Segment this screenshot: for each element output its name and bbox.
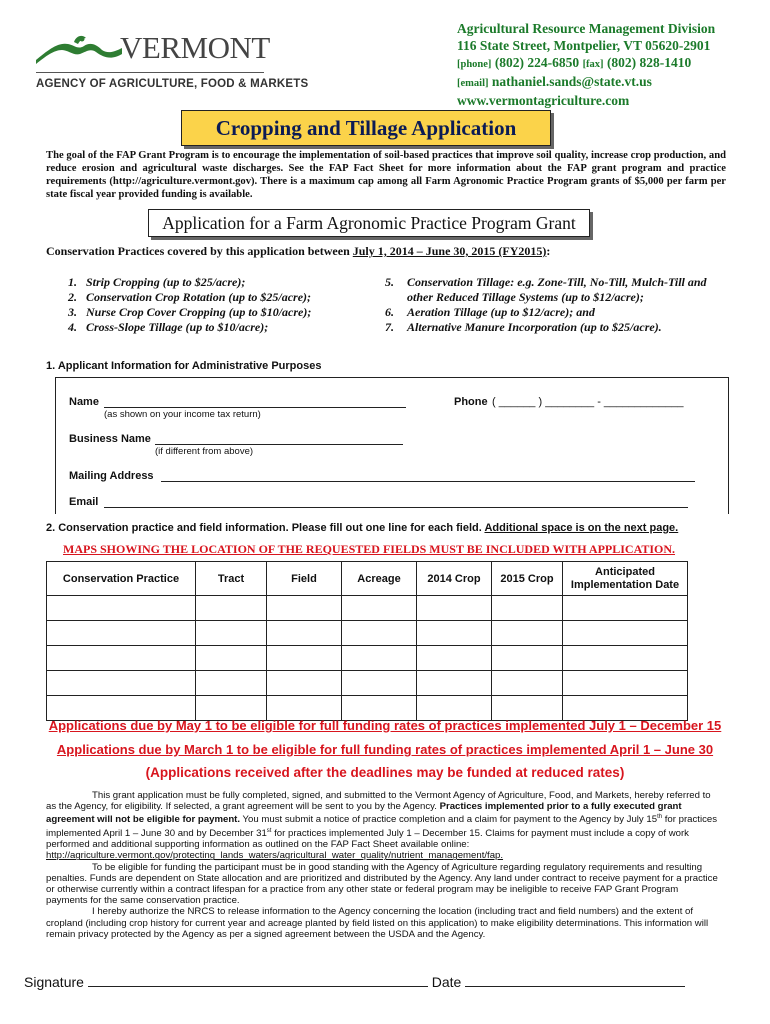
table-cell[interactable] [196,596,267,621]
table-cell[interactable] [47,621,196,646]
practice-list-left [68,275,311,335]
table-cell[interactable] [492,696,563,721]
vermont-wordmark: VERMONT [120,30,270,65]
contact-block [457,20,715,109]
table-cell[interactable] [417,621,492,646]
terms-paragraph-3: I hereby authorize the NRCS to release information to the Agency concerning the location (including tract and field numbers) and the extent of cropland (including crop history for current year and acreage planted by field listed on this application) to make eligibility determinations. This information will remain privacy protected by the Agency as per a signed agreement between the USDA and the Agency. [46,906,709,940]
table-cell[interactable] [267,621,342,646]
table-cell[interactable] [417,671,492,696]
maps-notice: MAPS SHOWING THE LOCATION OF THE REQUESTED FIELDS MUST BE INCLUDED WITH APPLICATION. [63,542,676,556]
list-item: 4. Cross-Slope Tillage (up to $10/acre); [68,320,269,334]
column-header: 2014 Crop [417,562,492,596]
vermont-landscape-icon [34,32,124,66]
vermont-agency-logo [34,28,309,100]
table-cell[interactable] [417,696,492,721]
coverage-prefix: Conservation Practices covered by this application between [46,244,353,258]
list-item: 1. Strip Cropping (up to $25/acre); [68,275,246,289]
email-field[interactable] [104,507,688,508]
signature-field[interactable] [88,974,428,987]
coverage-period: July 1, 2014 – June 30, 2015 (FY2015) [352,244,547,258]
table-row [47,621,688,646]
website-link[interactable]: www.vermontagriculture.com [457,93,630,108]
signature-line [24,974,685,990]
application-subtitle: Application for a Farm Agronomic Practice Program Grant [148,209,590,237]
logo-divider [36,72,264,73]
table-cell[interactable] [492,621,563,646]
table-row [47,696,688,721]
table-cell[interactable] [47,596,196,621]
date-field[interactable] [465,974,685,987]
column-header: Field [267,562,342,596]
mailing-address-field[interactable] [161,481,695,482]
phone-number: (802) 224-6850 [494,55,580,70]
deadline-may: Applications due by May 1 to be eligible for full funding rates of practices implemented July 1 – December 15 [48,718,722,733]
name-label: Name [69,396,99,408]
terms-paragraph-2: To be eligible for funding the participant must be in good standing with the Agency of Agriculture regarding regulatory requirements and resulting penalties. Funds are dependent on State allocation and are prioritized and distributed by the Agency. Any land under contract to receive payment for a practice or otherwise currently within a contract lifespan for a practice from any other state or federal program may be ineligible to receive FAP Grant Program payments for the same conservation practice. [46,861,718,907]
table-cell[interactable] [47,646,196,671]
table-cell[interactable] [267,596,342,621]
deadline-late-note: (Applications received after the deadlines may be funded at reduced rates) [145,765,625,780]
deadline-march: Applications due by March 1 to be eligible for full funding rates of practices implemented April 1 – June 30 [56,742,714,757]
email-tag: [email] [457,78,489,89]
agency-name: AGENCY OF AGRICULTURE, FOOD & MARKETS [36,78,309,90]
coverage-suffix: : [546,244,551,258]
table-cell[interactable] [492,671,563,696]
table-header-row [47,562,688,596]
fax-number: (802) 828-1410 [606,55,692,70]
division-name: Agricultural Resource Management Division [457,21,716,36]
address: 116 State Street, Montpelier, VT 05620-2901 [457,38,711,53]
email-label: Email [69,496,99,508]
table-row [47,596,688,621]
email-address[interactable]: nathaniel.sands@state.vt.us [491,74,652,89]
column-header: Acreage [342,562,417,596]
business-name-label: Business Name [69,433,151,445]
practice-table [46,561,688,721]
list-item: 5. Conservation Tillage: e.g. Zone-Till, No-Till, Mulch-Till and [385,275,707,289]
table-cell[interactable] [267,671,342,696]
list-item: 7. Alternative Manure Incorporation (up to $25/acre). [385,320,662,334]
table-cell[interactable] [563,621,688,646]
phone-label: Phone [454,396,488,408]
table-cell[interactable] [492,596,563,621]
phone-fax-line [457,54,715,73]
intro-paragraph: The goal of the FAP Grant Program is to encourage the implementation of soil-based practices that improve soil quality, increase crop production, and reduce erosion and agricultural waste discharges. See the FAP Fact Sheet for more information about the FAP grant program and practice requirements (http://agriculture.vermont.gov). There is a maximum cap among all Farm Agronomic Practice Program grants of $5,000 per farm per state fiscal year provided funding is available. [46,150,726,200]
additional-space-note: Additional space is on the next page. [484,522,679,534]
coverage-statement [46,244,550,259]
table-cell[interactable] [47,671,196,696]
fap-fact-sheet-link[interactable]: http://agriculture.vermont.gov/protecting_lands_waters/agricultural_water_quality/nutrient_management/fap. [46,850,504,862]
table-cell[interactable] [417,646,492,671]
table-cell[interactable] [342,596,417,621]
section1-heading: 1. Applicant Information for Administrative Purposes [46,360,322,372]
column-header: 2015 Crop [492,562,563,596]
list-item: other Reduced Tillage Systems (up to $12/acre); [407,290,644,304]
terms-text [46,790,722,940]
signature-label: Signature [24,974,84,990]
phone-tag: [phone] [457,59,492,70]
phone-field[interactable]: ( ______ ) ________ - _____________ [492,396,684,408]
business-name-hint: (if different from above) [155,446,254,457]
name-field[interactable] [104,407,406,408]
list-item: 2. Conservation Crop Rotation (up to $25/acre); [68,290,312,304]
table-cell[interactable] [196,696,267,721]
page-title: Cropping and Tillage Application [181,110,551,146]
mailing-address-label: Mailing Address [69,470,154,482]
table-cell[interactable] [563,596,688,621]
email-line [457,73,715,92]
table-cell[interactable] [563,696,688,721]
table-cell[interactable] [47,696,196,721]
table-cell[interactable] [196,621,267,646]
fax-tag: [fax] [582,59,604,70]
table-cell[interactable] [196,671,267,696]
date-label: Date [431,974,462,990]
column-header: Tract [196,562,267,596]
table-row [47,671,688,696]
table-cell[interactable] [267,696,342,721]
table-cell[interactable] [563,646,688,671]
table-cell[interactable] [342,646,417,671]
table-row [47,646,688,671]
table-cell[interactable] [267,646,342,671]
table-cell[interactable] [492,646,563,671]
practice-list-right [385,275,740,335]
table-cell[interactable] [342,621,417,646]
table-cell[interactable] [342,696,417,721]
terms-paragraph-1: This grant application must be fully completed, signed, and submitted to the Vermont Agency of Agriculture, Food, and Markets, hereby referred to as the Agency, for eligibility. If selected, a grant agreement will be sent to you by the Agency. Practices implemented prior to a fully executed grant agreement will not be eligible for payment. You must submit a notice of practice completion and a claim for payment to the Agency by July 15th for practices implemented April 1 – June 30 and by December 31st for practices implemented July 1 – December 15. Claims for payment must include a copy of work performed and additional supporting information as outlined on the FAP Fact Sheet available online: http://agriculture.vermont.gov/protecting_lands_waters/agricultural_water_quality/nutrient_management/fap. [46,790,718,862]
list-item: 6. Aeration Tillage (up to $12/acre); and [385,305,595,319]
list-item: 3. Nurse Crop Cover Cropping (up to $10/acre); [68,305,312,319]
table-cell[interactable] [417,596,492,621]
column-header: Conservation Practice [47,562,196,596]
column-header: Anticipated Implementation Date [563,562,688,596]
table-cell[interactable] [563,671,688,696]
section2-heading: 2. Conservation practice and field information. Please fill out one line for each field. Additional space is on the next page. [46,522,679,534]
business-name-field[interactable] [155,444,403,445]
table-cell[interactable] [342,671,417,696]
name-hint: (as shown on your income tax return) [104,409,261,420]
table-cell[interactable] [196,646,267,671]
